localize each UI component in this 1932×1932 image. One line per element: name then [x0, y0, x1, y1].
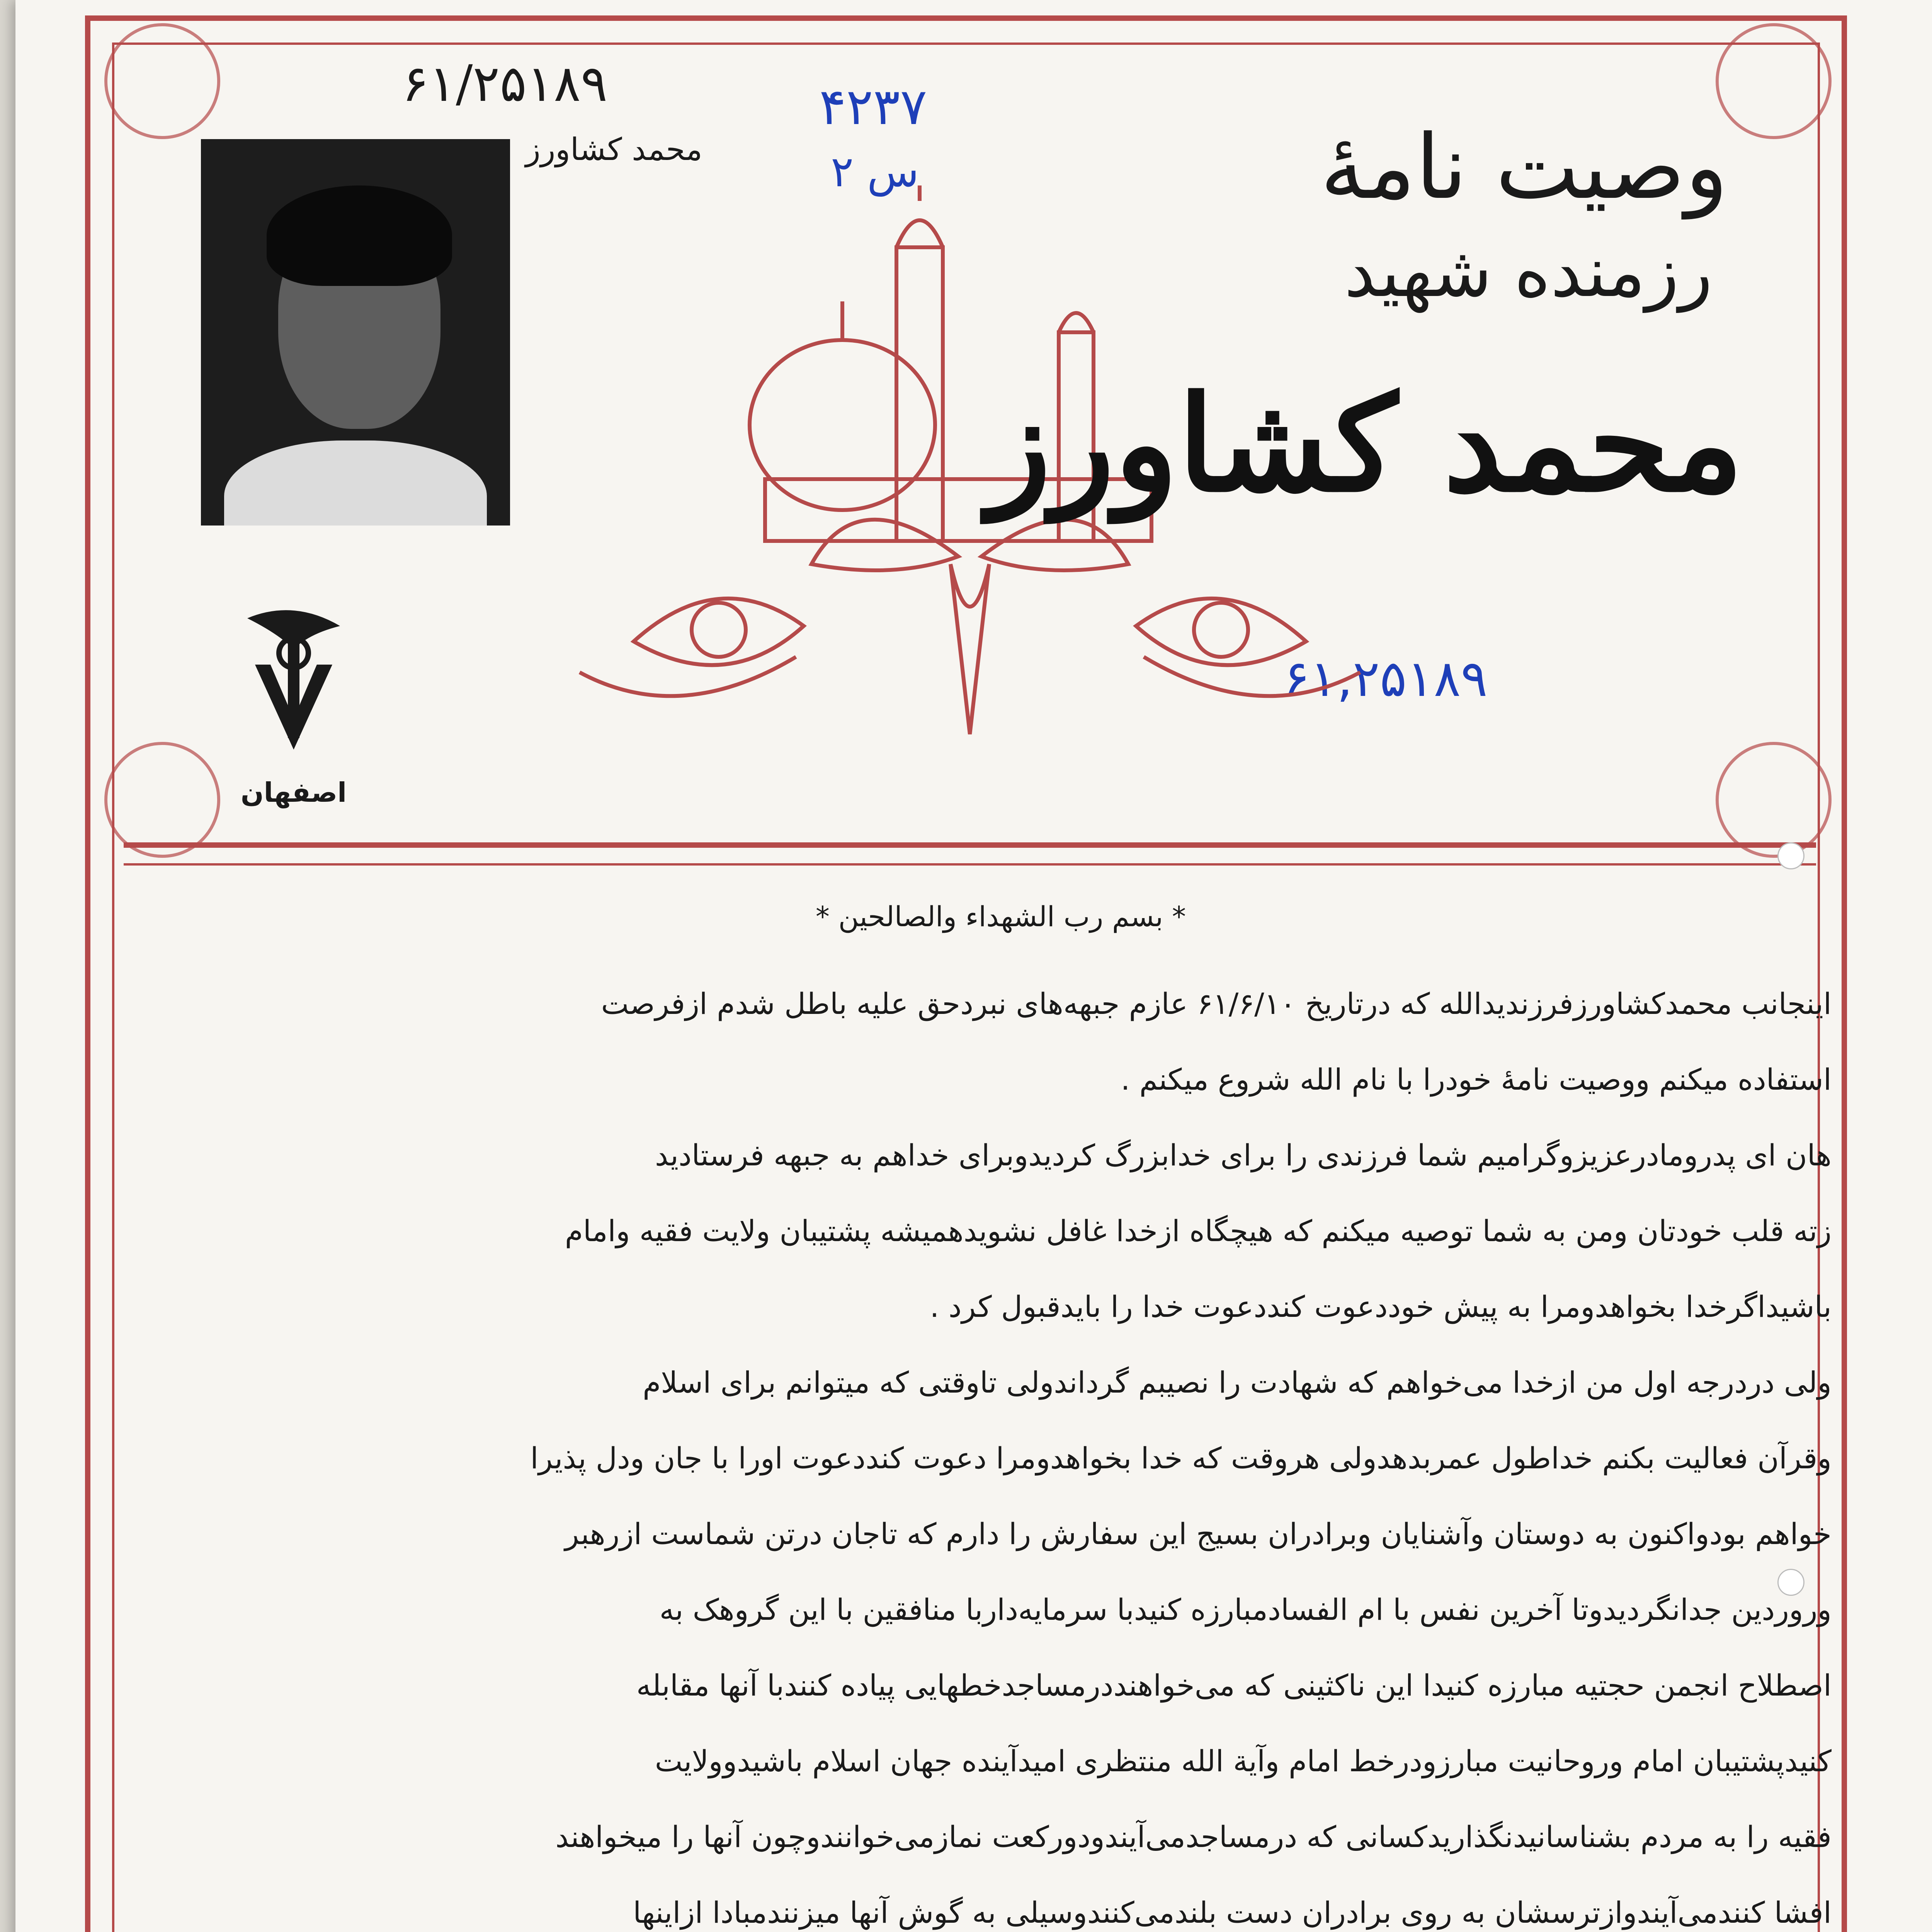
portrait-photo — [201, 139, 510, 526]
text-line: باشیداگرخدا بخواهدومرا به پیش خوددعوت کنددعوت خدا را بایدقبول کرد . — [930, 1289, 1832, 1324]
corner-ornament — [104, 742, 220, 858]
text-line: وقرآن فعالیت بکنم خداطول عمربدهدولی هروقت که خدا بخواهدومرا دعوت کنددعوت اورا با جان ودل پذیرا — [530, 1441, 1832, 1475]
handwritten-name: محمد کشاورز — [526, 131, 702, 167]
martyr-name: محمد کشاورز — [987, 367, 1743, 521]
corner-ornament — [104, 23, 220, 139]
handwritten-number: ۶۱/۲۵۱۸۹ — [402, 54, 608, 113]
text-line: خواهم بودواکنون به دوستان وآشنایان وبرادران بسیج این سفارش را دارم که تاجان درتن شماست ازرهبر — [565, 1517, 1832, 1551]
will-text-body — [131, 966, 1832, 1932]
text-line: اینجانب محمدکشاورزفرزندیدالله که درتاریخ ۶۱/۶/۱۰ عازم جبهه‌های نبردحق علیه باطل شدم ازفرصت — [601, 986, 1832, 1021]
text-line: هان ای پدرومادرعزیزوگرامیم شما فرزندی را برای خدابزرگ کردیدوبرای خداهم به جبهه فرستادید — [655, 1138, 1832, 1172]
header-divider — [124, 842, 1816, 866]
punch-hole — [1777, 842, 1804, 869]
corner-ornament — [1716, 742, 1832, 858]
text-line: استفاده میکنم ووصیت نامهٔ خودرا با نام الله شروع میکنم . — [1121, 1062, 1832, 1097]
document-page — [15, 0, 1932, 1932]
emblem-label: اصفهان — [240, 777, 347, 808]
document-title: وصیت نامهٔ — [1320, 116, 1728, 219]
text-line: افشا کنندمی‌آیندوازترسشان به روی برادران دست بلندمی‌کنندوسیلی به گوش آنها میزنندمبادا ازاینها — [633, 1895, 1832, 1930]
text-line: ولی دردرجه اول من ازخدا می‌خواهم که شهادت را نصیبم گرداندولی تاوقتی که میتوانم برای اسلام — [643, 1365, 1832, 1400]
text-line: کنیدپشتیبان امام وروحانیت مبارزودرخط امام وآیة الله منتظری امیدآینده جهان اسلام باشیدوولایت — [655, 1744, 1832, 1778]
blue-archive-subnumber: س ۲ — [831, 147, 919, 196]
text-line: زته قلب خودتان ومن به شما توصیه میکنم که هیچگاه ازخدا غافل نشویدهمیشه پشتیبان ولایت فقیه وامام — [565, 1214, 1832, 1248]
corner-ornament — [1716, 23, 1832, 139]
blue-file-number: ۶۱,۲۵۱۸۹ — [1283, 649, 1488, 708]
sepah-emblem-icon — [232, 603, 355, 765]
text-line: فقیه را به مردم بشناسانیدنگذاریدکسانی که درمساجدمی‌آیندودورکعت نمازمی‌خوانندوچون آنها را میخواهند — [555, 1820, 1832, 1854]
opening-invocation: * بسم رب الشهداء والصالحین * — [815, 900, 1186, 933]
document-subtitle: رزمنده شهید — [1344, 232, 1713, 313]
blue-archive-number: ۴۲۳۷ — [819, 77, 927, 136]
text-line: وروردین جدانگردیدوتا آخرین نفس با ام الفسادمبارزه کنیدبا سرمایه‌داربا منافقین با این گروهک به — [659, 1592, 1832, 1627]
text-line: اصطلاح انجمن حجتیه مبارزه کنیدا این ناکثینی که می‌خواهنددرمساجدخطهایی پیاده کنندبا آنها مقابله — [636, 1668, 1832, 1702]
